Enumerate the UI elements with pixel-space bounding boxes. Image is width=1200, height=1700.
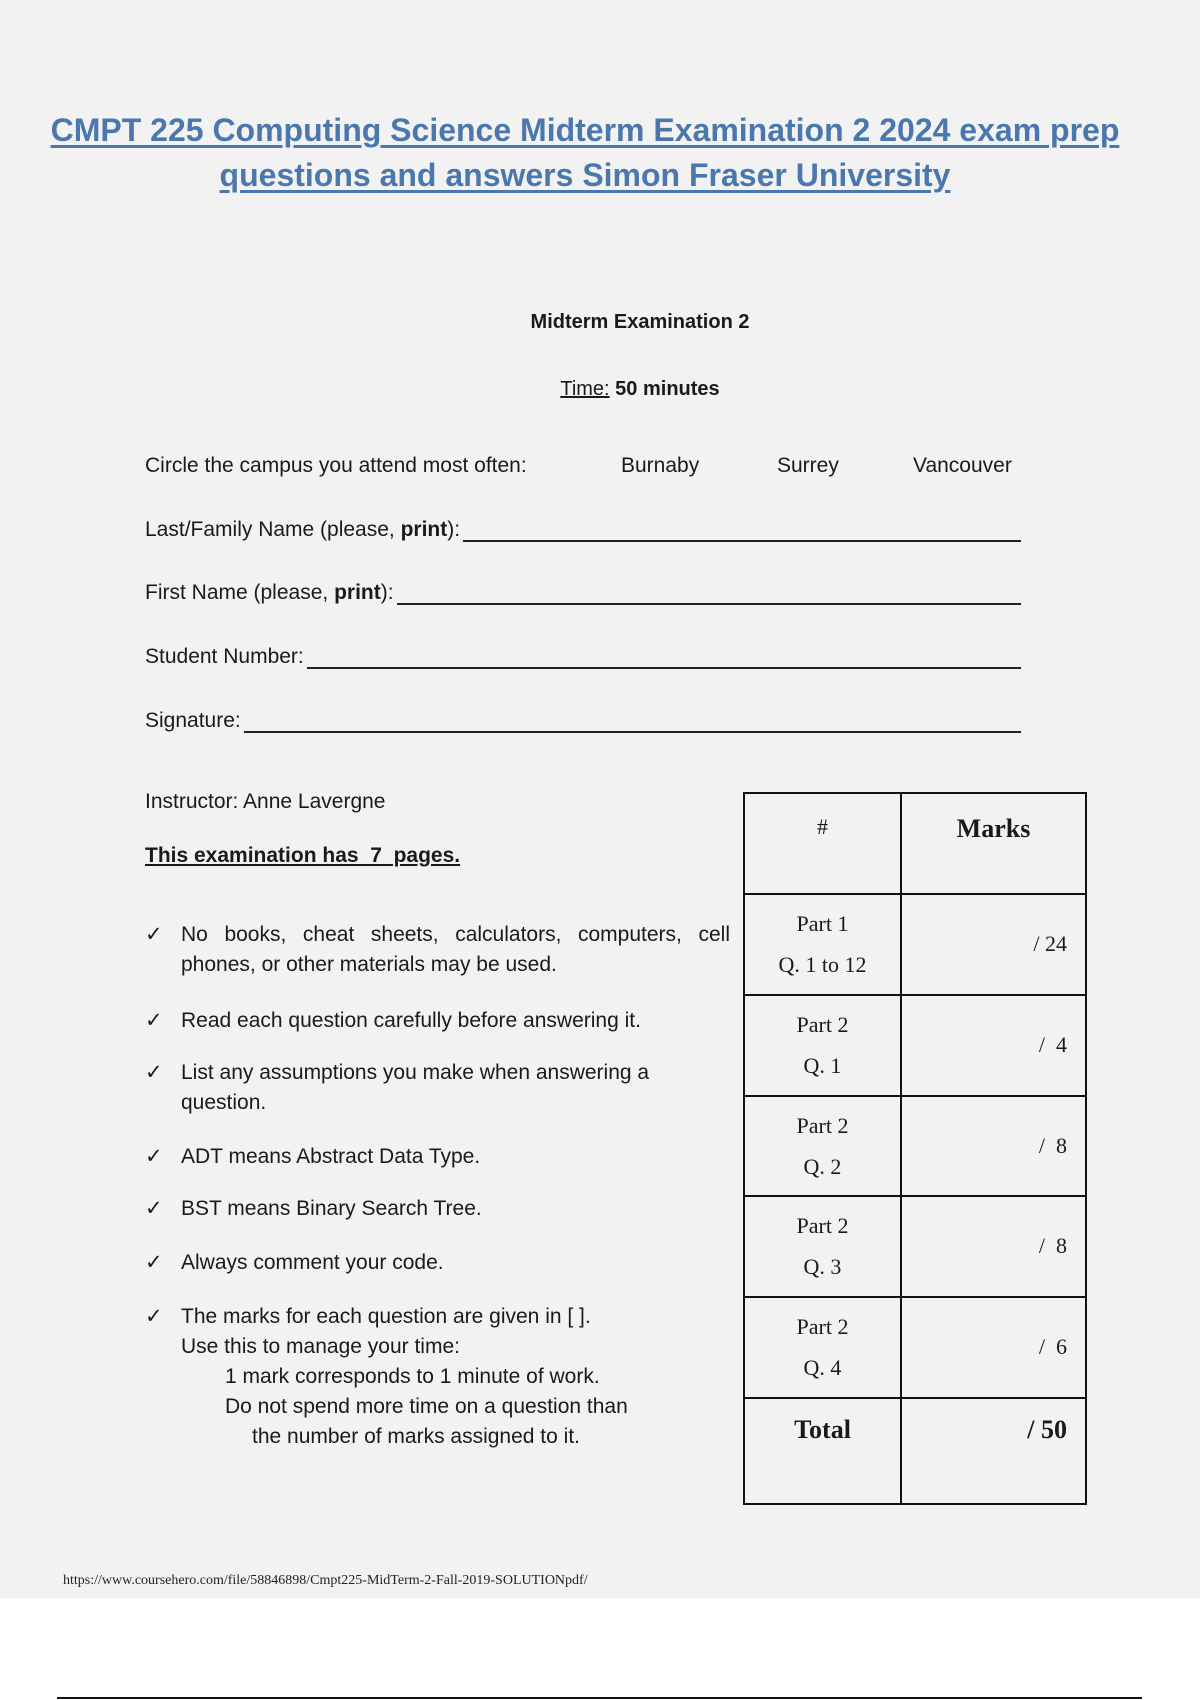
- marks-table: [743, 792, 1087, 1505]
- instruction-item: ✓ List any assumptions you make when answering a question.: [145, 1058, 730, 1118]
- instruction-item: ✓ ADT means Abstract Data Type.: [145, 1142, 730, 1172]
- pages-note: This examination has 7 pages.: [145, 844, 461, 867]
- student-number-field[interactable]: [145, 645, 1021, 669]
- source-url-link[interactable]: https://www.coursehero.com/file/58846898/Cmpt225-MidTerm-2-Fall-2019-SOLUTIONpdf/: [63, 1573, 588, 1588]
- checkmark-icon: ✓: [145, 1009, 163, 1032]
- total-label: Total: [744, 1398, 901, 1504]
- rule-line: 1 mark corresponds to 1 minute of work.: [225, 1365, 600, 1388]
- page-divider: [57, 1697, 1142, 1699]
- table-row: Part 1 Q. 1 to 12 / 24: [744, 894, 1086, 995]
- time-label: Time:: [560, 378, 610, 400]
- rule-line: The marks for each question are given in [ ].: [181, 1305, 591, 1328]
- table-row: Part 2 Q. 2 / 8: [744, 1096, 1086, 1196]
- instruction-item: ✓ Always comment your code.: [145, 1248, 730, 1278]
- time-value: 50 minutes: [615, 378, 720, 400]
- last-name-field[interactable]: [145, 518, 1021, 542]
- last-name-label: Last/Family Name (please, print):: [145, 518, 461, 541]
- instruction-item: ✓ Read each question carefully before answering it.: [145, 1006, 730, 1036]
- rule-line: the number of marks assigned to it.: [252, 1425, 580, 1448]
- campus-question: Circle the campus you attend most often:: [145, 454, 527, 477]
- campus-option-burnaby[interactable]: Burnaby: [621, 454, 700, 477]
- first-name-field[interactable]: [145, 581, 1021, 605]
- first-name-label: First Name (please, print):: [145, 581, 394, 604]
- table-row: Part 2 Q. 3 / 8: [744, 1196, 1086, 1297]
- checkmark-icon: ✓: [145, 1251, 163, 1274]
- rule-line: Do not spend more time on a question than: [225, 1395, 628, 1418]
- instruction-item: ✓ BST means Binary Search Tree.: [145, 1194, 730, 1224]
- rule-line: Use this to manage your time:: [181, 1335, 460, 1358]
- signature-line[interactable]: [244, 711, 1021, 733]
- table-row: Part 2 Q. 4 / 6: [744, 1297, 1086, 1398]
- checkmark-icon: ✓: [145, 1145, 163, 1168]
- last-name-line[interactable]: [463, 520, 1021, 542]
- marks-table-header-marks: Marks: [901, 793, 1086, 894]
- instructor-name: Instructor: Anne Lavergne: [145, 790, 386, 813]
- total-score: / 50: [901, 1398, 1086, 1504]
- checkmark-icon: ✓: [145, 923, 163, 946]
- exam-time: [0, 378, 1200, 401]
- signature-label: Signature:: [145, 709, 241, 732]
- exam-heading: Midterm Examination 2: [530, 311, 750, 333]
- campus-option-vancouver[interactable]: Vancouver: [913, 454, 1012, 477]
- checkmark-icon: ✓: [145, 1305, 163, 1328]
- student-number-line[interactable]: [307, 647, 1021, 669]
- signature-field[interactable]: [145, 709, 1021, 733]
- table-row: Part 2 Q. 1 / 4: [744, 995, 1086, 1096]
- instruction-item: ✓ No books, cheat sheets, calculators, computers, cell phones, or other materials may be used.: [145, 920, 730, 980]
- document-title-link[interactable]: CMPT 225 Computing Science Midterm Examination 2 2024 exam prep questions and answers Simon Fraser University: [50, 112, 1120, 193]
- checkmark-icon: ✓: [145, 1197, 163, 1220]
- checkmark-icon: ✓: [145, 1061, 163, 1084]
- campus-option-surrey[interactable]: Surrey: [777, 454, 839, 477]
- student-number-label: Student Number:: [145, 645, 304, 668]
- instruction-item: [145, 1302, 730, 1452]
- marks-table-header-number: #: [744, 793, 901, 894]
- table-row-total: [744, 1398, 1086, 1504]
- first-name-line[interactable]: [397, 583, 1021, 605]
